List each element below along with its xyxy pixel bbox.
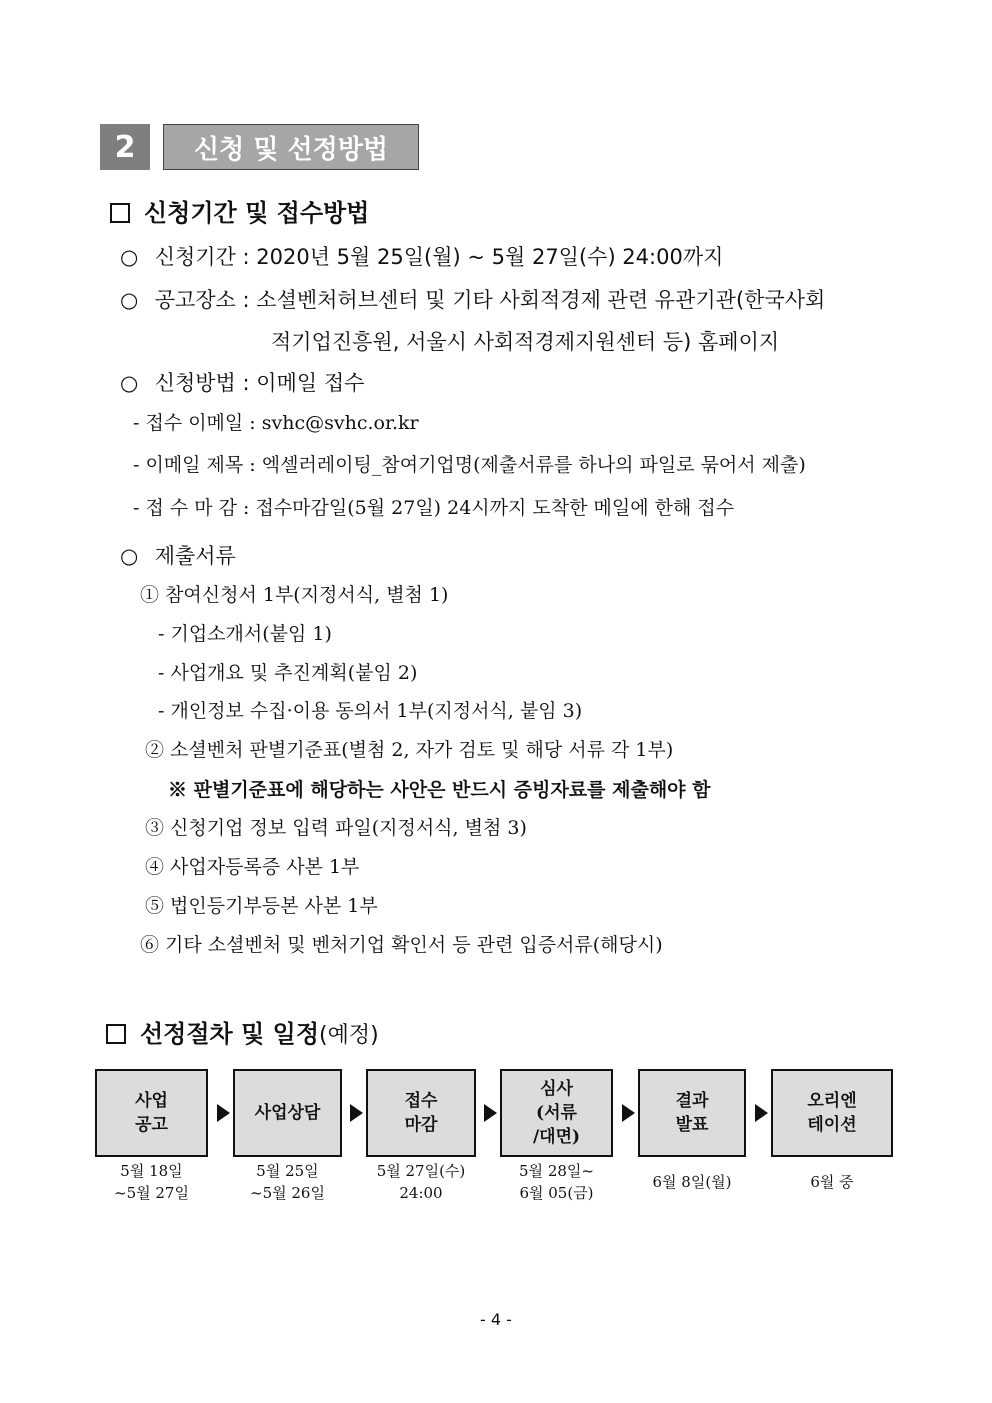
period-value: 2020년 5월 25일(월) ~ 5월 27일(수) 24:00까지 [256,245,724,269]
checkbox-icon [106,1024,126,1044]
section-title: 신청 및 선정방법 [163,124,419,170]
section-number: 2 [100,124,150,170]
flow-step-orientation: 오리엔 테이션 [771,1069,893,1157]
notice-value-line1: 소셜벤처허브센터 및 기타 사회적경제 관련 유관기관(한국사회 [256,288,826,312]
page-number: - 4 - [480,1310,512,1329]
circle-bullet-icon: ○ [120,288,139,312]
document-item-1: ① 참여신청서 1부(지정서식, 별첨 1) [140,584,449,606]
notice-value-line2: 적기업진흥원, 서울시 사회적경제지원센터 등) 홈페이지 [271,330,780,354]
arrow-right-icon [622,1104,635,1122]
flow-date: 5월 27일(수) 24:00 [376,1162,466,1202]
circle-bullet-icon: ○ [120,544,139,568]
notice-label: 공고장소 : [154,288,250,312]
method-value: 이메일 접수 [256,371,365,395]
method-detail-subject: - 이메일 제목 : 엑셀러레이팅_참여기업명(제출서류를 하나의 파일로 묶어서 제출) [133,454,806,476]
arrow-right-icon [755,1104,768,1122]
document-subitem: - 개인정보 수집·이용 동의서 1부(지정서식, 붙임 3) [158,700,583,722]
document-item-2: ② 소셜벤처 판별기준표(별첨 2, 자가 검토 및 해당 서류 각 1부) [145,739,674,761]
method-detail-email: - 접수 이메일 : svhc@svhc.or.kr [133,412,419,434]
document-item-6: ⑥ 기타 소셜벤처 및 벤처기업 확인서 등 관련 입증서류(해당시) [140,934,663,956]
flow-step-review: 심사 (서류 /대면) [500,1069,613,1157]
document-item-3: ③ 신청기업 정보 입력 파일(지정서식, 별첨 3) [145,817,527,839]
period-heading-text: 신청기간 및 접수방법 [144,199,370,227]
arrow-right-icon [350,1104,363,1122]
method-label: 신청방법 : [154,371,250,395]
document-item-4: ④ 사업자등록증 사본 1부 [145,856,360,878]
arrow-right-icon [484,1104,497,1122]
document-item-5: ⑤ 법인등기부등본 사본 1부 [145,895,378,917]
flow-date: 5월 28일~ 6월 05(금) [519,1162,594,1202]
document-subitem: - 기업소개서(붙임 1) [158,623,332,645]
arrow-right-icon [217,1104,230,1122]
document-item-2-note: ※ 판별기준표에 해당하는 사안은 반드시 증빙자료를 제출해야 함 [168,779,711,801]
period-heading [110,193,369,228]
flow-date: 5월 25일 ~5월 26일 [250,1162,325,1202]
flow-step-consulting: 사업상담 [233,1069,342,1157]
document-subitem: - 사업개요 및 추진계획(붙임 2) [158,662,418,684]
checkbox-icon [110,203,130,223]
documents-heading-text: 제출서류 [154,544,236,568]
period-line [120,241,723,271]
flow-date: 6월 8일(월) [652,1173,732,1191]
method-detail-deadline: - 접 수 마 감 : 접수마감일(5월 27일) 24시까지 도착한 메일에 한해 접수 [133,497,735,519]
flow-date: 5월 18일 ~5월 27일 [114,1162,189,1202]
flow-step-announcement: 사업 공고 [95,1069,208,1157]
circle-bullet-icon: ○ [120,371,139,395]
flow-step-result: 결과 발표 [638,1069,746,1157]
schedule-heading-text: 선정절차 및 일정 [140,1020,319,1048]
notice-line [120,284,825,314]
flow-date: 6월 중 [810,1173,854,1191]
method-line [120,367,364,397]
schedule-heading-suffix: (예정) [319,1023,379,1048]
schedule-heading [106,1014,379,1049]
documents-heading [120,540,236,570]
circle-bullet-icon: ○ [120,245,139,269]
flow-step-deadline: 접수 마감 [366,1069,476,1157]
period-label: 신청기간 : [154,245,250,269]
